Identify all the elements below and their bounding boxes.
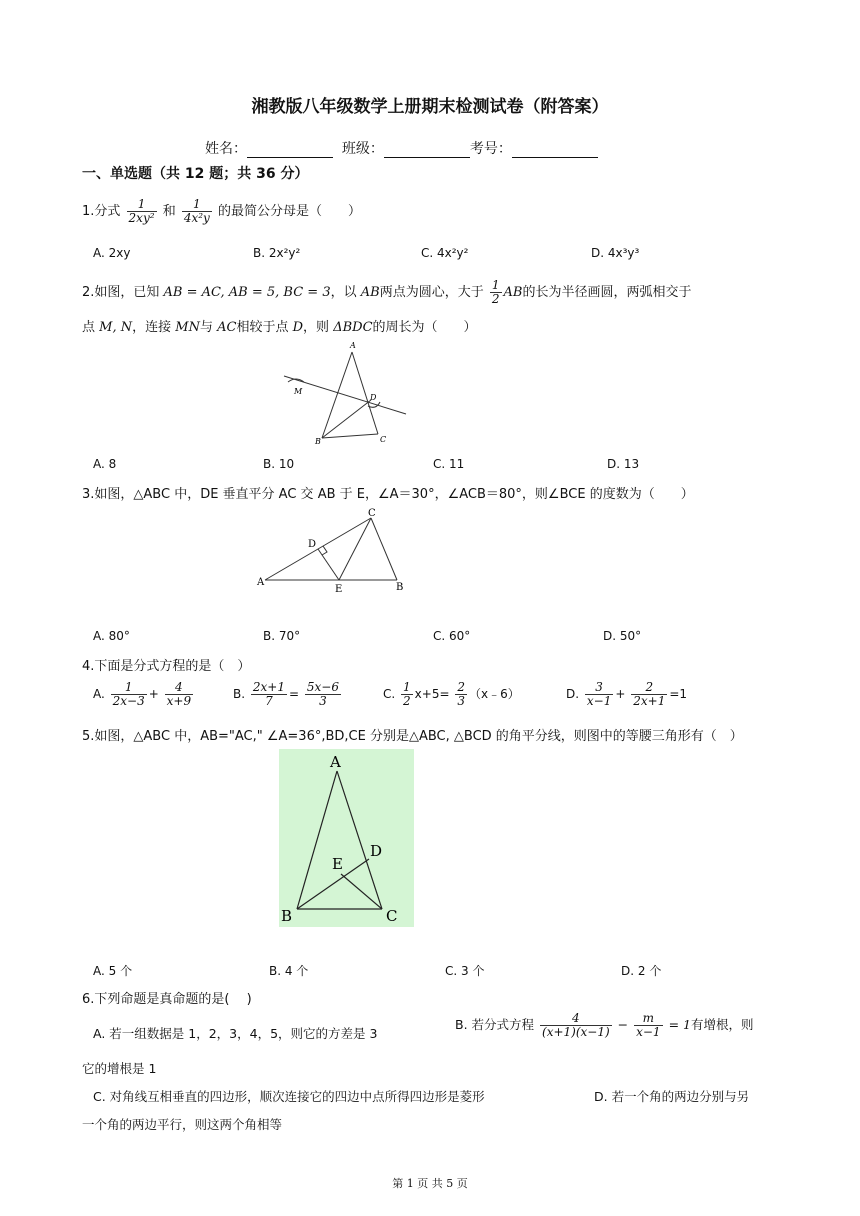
- q3-option-a[interactable]: A. 80°: [93, 629, 130, 643]
- q1-prefix: 1.分式: [82, 204, 121, 219]
- q2-line-mn: [284, 376, 406, 414]
- q2-label-m: M: [294, 387, 303, 396]
- q4-option-b[interactable]: B. $\frac{2x+1}{7}$ = $\frac{5x-6}{3}$: [233, 680, 339, 708]
- question-2-line-2: 点 M, N，连接 MN与 AC相较于点 D，则 ΔBDC的周长为（ ）: [82, 320, 477, 335]
- q5-label-e: E: [332, 855, 343, 873]
- q5-figure: [279, 749, 414, 927]
- question-3: 3.如图，△ABC 中，DE 垂直平分 AC 交 AB 于 E，∠A＝30°，∠ACB＝80°，则∠BCE 的度数为（ ）: [82, 487, 694, 502]
- q4-option-c[interactable]: C. $\frac{1}{2}$ x+5= $\frac{2}{3}$ （x﹣6）: [383, 680, 520, 708]
- section-heading: 一、单选题（共 12 题；共 36 分）: [82, 166, 309, 182]
- q3-label-c: C: [368, 508, 376, 519]
- q5-option-d[interactable]: D. 2 个: [621, 964, 662, 978]
- q1-fraction-2: $\frac{1}{\text{4x²y}}$: [183, 197, 210, 225]
- q1-option-a[interactable]: A. 2xy: [93, 246, 131, 260]
- exam-blank[interactable]: [512, 143, 598, 158]
- question-5: 5.如图，△ABC 中，AB="AC," ∠A=36°,BD,CE 分别是△ABC, △BCD 的角平分线，则图中的等腰三角形有（ ）: [82, 729, 743, 744]
- q6-option-d-continued: 一个角的两边平行，则这两个角相等: [82, 1117, 283, 1132]
- q5-option-c[interactable]: C. 3 个: [445, 964, 485, 978]
- question-6: 6.下列命题是真命题的是( ): [82, 992, 252, 1007]
- q5-line-ac: [337, 771, 382, 909]
- q3-option-b[interactable]: B. 70°: [263, 629, 301, 643]
- q2-line-bc: [322, 434, 378, 438]
- student-info: [205, 138, 598, 158]
- q3-label-d: D: [308, 539, 317, 550]
- q5-figure-background: [279, 749, 414, 927]
- name-blank[interactable]: [247, 143, 333, 158]
- q3-option-c[interactable]: C. 60°: [433, 629, 471, 643]
- q4-option-a[interactable]: A. $\frac{1}{2x-3}$ + $\frac{4}{x+9}$: [93, 680, 192, 708]
- q1-option-b[interactable]: B. 2x²y²: [253, 246, 301, 260]
- exam-label: 考号：: [469, 141, 512, 157]
- q2-option-c[interactable]: C. 11: [433, 457, 465, 471]
- q5-label-d: D: [370, 842, 383, 860]
- q6-option-a[interactable]: A. 若一组数据是 1，2，3，4，5，则它的方差是 3: [93, 1026, 378, 1041]
- page-footer: 第 1 页 共 5 页: [392, 1177, 468, 1190]
- q2-option-a[interactable]: A. 8: [93, 457, 117, 471]
- q2-line-bd: [322, 400, 371, 438]
- q5-label-c: C: [386, 907, 398, 925]
- q2-label-b: B: [315, 437, 321, 446]
- q2-half-fraction: $\frac{1}{2}$: [491, 278, 500, 306]
- q2-label-a: A: [350, 341, 356, 350]
- q5-option-b[interactable]: B. 4 个: [269, 964, 309, 978]
- q1-option-c[interactable]: C. 4x²y²: [421, 246, 469, 260]
- q3-line-cb: [371, 518, 397, 580]
- class-label: 班级：: [341, 141, 384, 157]
- q2-figure: [280, 338, 410, 450]
- question-1: [82, 198, 361, 225]
- q1-suffix: 的最简公分母是（ ）: [217, 204, 361, 219]
- q1-mid: 和: [162, 204, 176, 219]
- q5-label-a: A: [330, 753, 341, 771]
- class-blank[interactable]: [384, 143, 470, 158]
- question-4: 4.下面是分式方程的是（ ）: [82, 659, 251, 674]
- q2-label-d: D: [370, 393, 377, 402]
- q3-figure: [255, 505, 415, 597]
- q3-label-a: A: [257, 577, 265, 588]
- q2-label-c: C: [380, 435, 387, 444]
- q3-label-e: E: [335, 584, 343, 595]
- q5-label-b: B: [281, 907, 293, 925]
- q6-option-b[interactable]: B. 若分式方程 $\frac{4}{(x+1)(x-1)}$ − $\frac{m}{x-1}$ = 1有增根，则: [455, 1011, 754, 1039]
- q1-fraction-1: $\frac{1}{\text{2xy²}}$: [128, 197, 155, 225]
- q6-option-b-continued: 它的增根是 1: [82, 1061, 157, 1076]
- q6-option-c[interactable]: C. 对角线互相垂直的四边形，顺次连接它的四边中点所得四边形是菱形: [93, 1089, 485, 1104]
- q5-option-a[interactable]: A. 5 个: [93, 964, 133, 978]
- q3-right-angle: [322, 546, 327, 555]
- q2-line-ab: [322, 352, 352, 438]
- page-title: 湘教版八年级数学上册期末检测试卷（附答案）: [251, 97, 609, 117]
- q4-option-d[interactable]: D. $\frac{3}{x-1}$ + $\frac{2}{2x+1}$ =1: [566, 680, 688, 708]
- q2-option-d[interactable]: D. 13: [607, 457, 640, 471]
- q5-line-ab: [297, 771, 337, 909]
- name-label: 姓名：: [205, 141, 247, 157]
- q3-line-de: [318, 549, 339, 580]
- q6-option-d[interactable]: D. 若一个角的两边分别与另: [594, 1089, 750, 1104]
- q3-option-d[interactable]: D. 50°: [603, 629, 642, 643]
- question-2-line-1: 2.如图，已知 AB = AC, AB = 5, BC = 3，以 AB两点为圆心，大于 $\frac{1}{2}$ AB的长为半径画圆，两弧相交于: [82, 278, 692, 306]
- q2-option-b[interactable]: B. 10: [263, 457, 295, 471]
- q3-label-b: B: [396, 582, 404, 593]
- q1-option-d[interactable]: D. 4x³y³: [591, 246, 640, 260]
